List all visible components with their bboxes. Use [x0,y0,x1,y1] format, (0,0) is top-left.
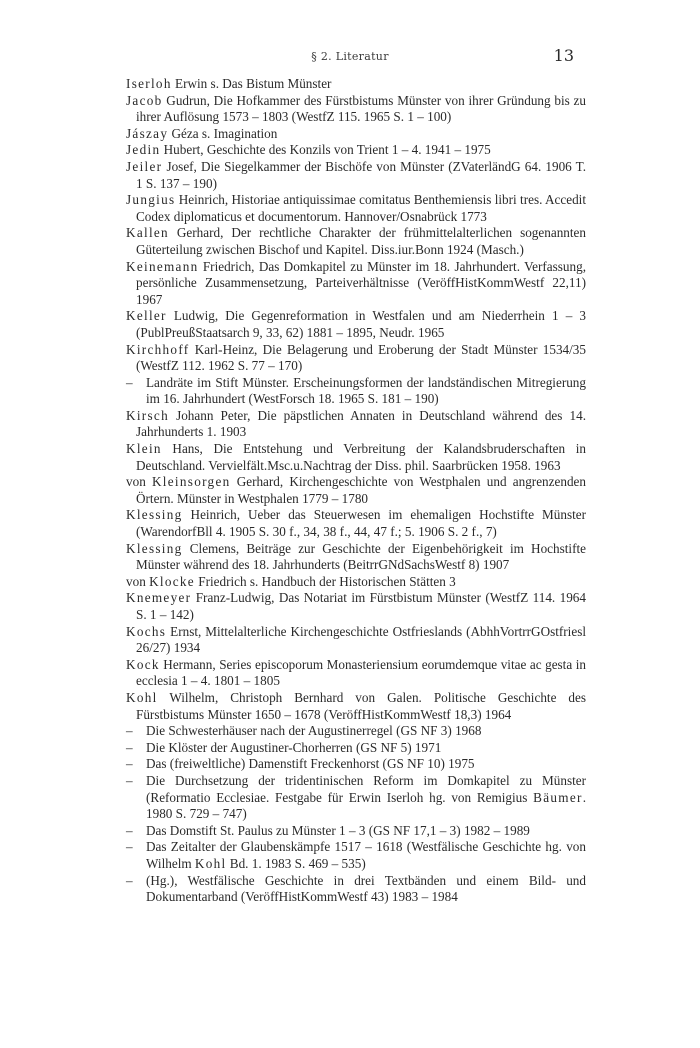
entry-author: Klocke [149,573,195,589]
entry-text: Clemens, Beiträge zur Geschichte der Eigenbehörigkeit im Hochstifte Münster während des 18. Jahrhunderts (BeitrrGNdSachsWestf 8) 1907 [136,540,586,573]
entry-text: Das (freiweltliche) Damenstift Freckenhorst (GS NF 10) 1975 [146,756,475,772]
entry-text: Franz-Ludwig, Das Notariat im Fürstbistum Münster (WestfZ 114. 1964 S. 1 – 142) [136,590,586,622]
entry-text: Erwin s. Das Bistum Münster [171,76,332,91]
bibliography-entry [126,342,586,375]
page-number: 13 [553,46,574,65]
bibliography-entry [126,192,586,225]
bibliography-entry [126,259,586,309]
bibliography-entry [126,657,586,690]
bibliography-entry [126,474,586,507]
bibliography-entry [126,441,586,474]
entry-text: Hubert, Geschichte des Konzils von Trient 1 – 4. 1941 – 1975 [160,142,491,158]
entry-text: Das Zeitalter der Glaubenskämpfe 1517 – 1618 (Westfälische Geschichte hg. von Wilhelm [146,839,586,871]
bibliography-entry [126,590,586,623]
entry-author: Kirsch [126,407,169,423]
entry-author: Jászay [126,125,169,141]
entry-name-prefix: von [126,573,150,589]
entry-author: Kleinsorgen [151,474,231,490]
entry-author: Jedin [126,142,161,158]
bibliography-entry [126,159,586,192]
entry-author: Klein [126,441,162,457]
bibliography-subentry [126,823,586,840]
bibliography-entry [126,126,586,143]
dash-marker: – [126,772,133,788]
entry-name-prefix: von [126,474,152,490]
entry-text-tail: Bd. 1. 1983 S. 469 – 535) [226,855,366,871]
entry-text-tail: . 1980 S. 729 – 747) [146,789,586,822]
entry-text: Karl-Heinz, Die Belagerung und Eroberung der Stadt Münster 1534/35 (WestfZ 112. 1962 S. 77 – 170) [136,341,586,374]
entry-author: Kirchhoff [126,341,190,357]
bibliography-entry [126,76,586,93]
entry-author: Iserloh [126,76,172,91]
bibliography-entry [126,142,586,159]
bibliography-entry [126,93,586,126]
entry-text: Hans, Die Entstehung und Verbreitung der Kalandsbruderschaften in Deutschland. Vervielfält.Msc.u.Nachtrag der Diss. phil. Saarbrücken 1958. 1963 [136,441,586,473]
bibliography-entry [126,408,586,441]
entry-text: Heinrich, Ueber das Steuerwesen im ehemaligen Hochstifte Münster (WarendorfBll 4. 1905 S. 30 f., 34, 38 f., 44, 47 f.; 5. 1906 S. 2 f., 7) [136,507,586,540]
dash-marker: – [126,374,133,390]
entry-text: (Hg.), Westfälische Geschichte in drei Textbänden und einem Bild- und Dokumentarband (VeröffHistKommWestf 43) 1983 – 1984 [146,872,586,905]
entry-author: Knemeyer [126,590,192,606]
bibliography-entry [126,308,586,341]
entry-text: Friedrich s. Handbuch der Historischen Stätten 3 [194,573,456,589]
bibliography-entry [126,541,586,574]
entry-text: Géza s. Imagination [168,125,278,141]
bibliography-list [126,76,586,906]
entry-author: Kallen [126,225,169,241]
running-head: § 2. Literatur [311,50,389,63]
entry-text: Die Durchsetzung der tridentinischen Reform im Domkapitel zu Münster (Reformatio Ecclesiae. Festgabe für Erwin Iserloh hg. von Remigius [146,772,586,805]
bibliography-subentry [126,740,586,757]
bibliography-entry [126,690,586,723]
entry-text: Heinrich, Historiae antiquissimae comitatus Benthemiensis libri tres. Accedit Codex diplomaticus et documentorum. Hannover/Osnabrück 1773 [136,192,586,224]
entry-text: Die Klöster der Augustiner-Chorherren (GS NF 5) 1971 [146,739,442,755]
entry-text: Hermann, Series episcoporum Monasteriensium eorumdemque vitae ac gesta in ecclesia 1 – 4. 1801 – 1805 [136,656,586,689]
entry-author: Klessing [126,540,183,556]
bibliography-subentry [126,873,586,906]
entry-text: Gerhard, Der rechtliche Charakter der frühmittelalterlichen sogenannten Güterteilung zwischen Bischof und Kapitel. Diss.iur.Bonn 1924 (Masch.) [136,225,586,257]
dash-marker: – [126,839,133,855]
dash-marker: – [126,872,133,888]
entry-text: Ludwig, Die Gegenreformation in Westfalen und am Niederrhein 1 – 3 (PublPreußStaatsarch 9, 33, 62) 1881 – 1895, Neudr. 1965 [136,308,586,340]
entry-author: Kochs [126,623,167,639]
entry-text: Wilhelm, Christoph Bernhard von Galen. Politische Geschichte des Fürstbistums Münster 1650 – 1678 (VeröffHistKommWestf 18,3) 1964 [136,689,586,722]
entry-author: Jacob [126,92,163,108]
dash-marker: – [126,723,133,739]
bibliography-subentry [126,375,586,408]
bibliography-entry [126,624,586,657]
entry-author: Keinemann [126,258,199,274]
entry-author: Jeiler [126,158,163,174]
entry-text: Das Domstift St. Paulus zu Münster 1 – 3 (GS NF 17,1 – 3) 1982 – 1989 [146,822,530,838]
dash-marker: – [126,822,133,838]
entry-text: Die Schwesterhäuser nach der Augustinerregel (GS NF 3) 1968 [146,723,482,739]
bibliography-entry [126,225,586,258]
entry-text: Friedrich, Das Domkapitel zu Münster im 18. Jahrhundert. Verfassung, persönliche Zusammensetzung, Parteiverhältnisse (VeröffHistKommWestf 22,11) 1967 [136,258,586,307]
entry-text: Ernst, Mittelalterliche Kirchengeschichte Ostfrieslands (AbhhVortrrGOstfriesl 26/27) 1934 [136,623,586,656]
entry-author: Klessing [126,507,183,523]
entry-text: Landräte im Stift Münster. Erscheinungsformen der landständischen Mitregierung im 16. Jahrhundert (WestForsch 18. 1965 S. 181 – 190) [146,374,586,407]
entry-text: Gerhard, Kirchengeschichte von Westphalen und angrenzenden Örtern. Münster in Westphalen 1779 – 1780 [136,474,586,506]
entry-author: Kock [126,656,160,672]
entry-text: Johann Peter, Die päpstlichen Annaten in Deutschland während des 14. Jahrhunderts 1. 1903 [136,407,586,440]
entry-spaced-name: Bäumer [533,789,583,805]
bibliography-subentry [126,723,586,740]
bibliography-subentry [126,839,586,872]
entry-author: Jungius [126,192,176,208]
bibliography-subentry [126,773,586,823]
entry-text: Josef, Die Siegelkammer der Bischöfe von Münster (ZVaterländG 64. 1906 T. 1 S. 137 – 190) [136,158,586,191]
entry-text: Gudrun, Die Hofkammer des Fürstbistums Münster von ihrer Gründung bis zu ihrer Auflösung 1573 – 1803 (WestfZ 115. 1965 S. 1 – 100) [136,92,586,125]
dash-marker: – [126,739,133,755]
entry-author: Keller [126,308,167,324]
bibliography-entry [126,507,586,540]
dash-marker: – [126,756,133,772]
bibliography-entry [126,574,586,591]
entry-author: Kohl [126,689,158,705]
bibliography-subentry [126,756,586,773]
entry-spaced-name: Kohl [194,855,227,871]
